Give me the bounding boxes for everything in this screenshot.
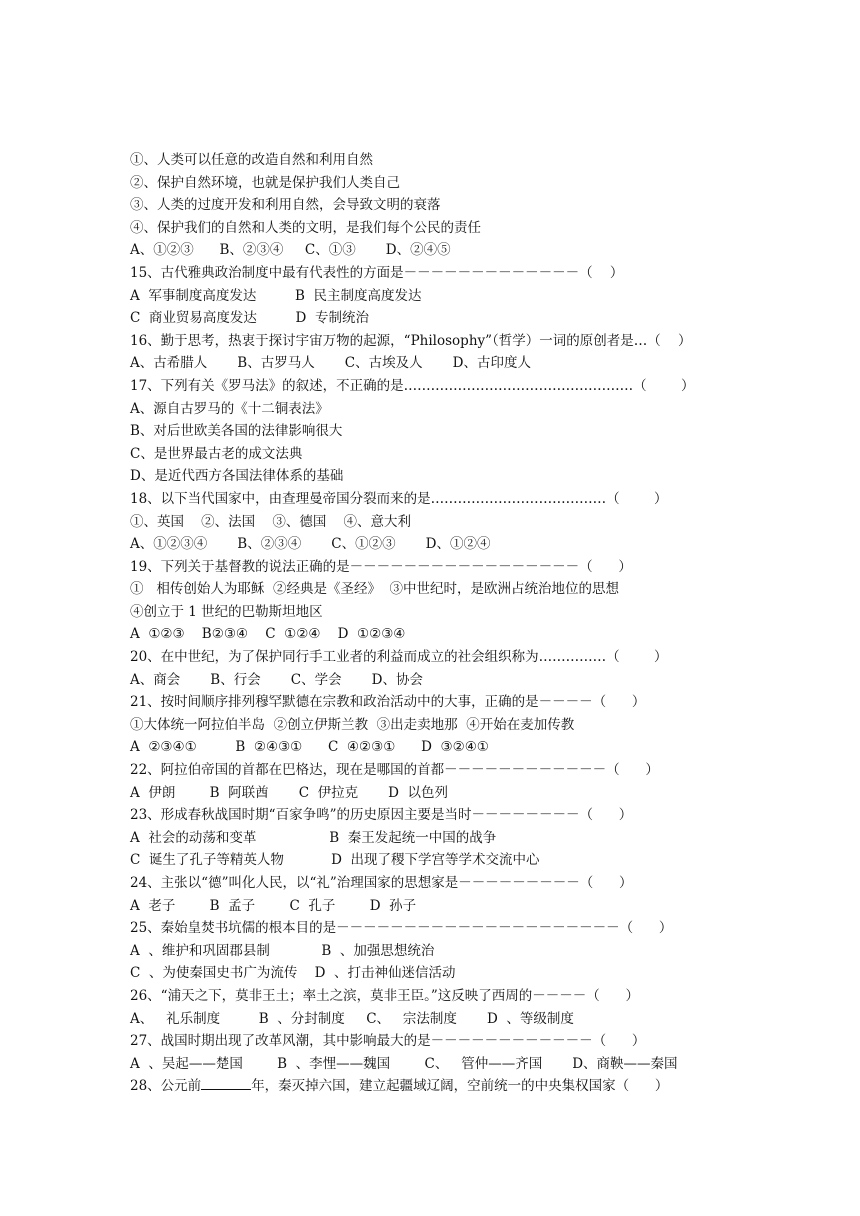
text-line: ②、保护自然环境，也就是保护我们人类自己 (130, 174, 400, 191)
text-line: 19、下列关于基督教的说法正确的是－－－－－－－－－－－－－－－－－（ ） (130, 558, 632, 575)
text-line: A 伊朗 B 阿联酋 C 伊拉克 D 以色列 (130, 784, 449, 801)
text-line: 26、“浦天之下，莫非王土；率土之滨，莫非王臣。”这反映了西周的－－－－（ ） (130, 987, 639, 1004)
text-line: B、对后世欧美各国的法律影响很大 (130, 423, 343, 440)
text-line: A、①②③ B、②③④ C、①③ D、②④⑤ (130, 242, 451, 259)
question-28-line (130, 1075, 740, 1098)
text-line: C 、为使秦国史书广为流传 D 、打击神仙迷信活动 (130, 965, 456, 982)
text-line: 27、战国时期出现了改革风潮，其中影响最大的是－－－－－－－－－－－－（ ） (130, 1033, 646, 1050)
text-line: C、是世界最古老的成文法典 (130, 445, 303, 462)
text-line: ①、英国 ②、法国 ③、德国 ④、意大利 (130, 513, 411, 530)
question-28-text-before: 28、公元前 (130, 1078, 202, 1095)
text-line: C 商业贸易高度发达 D 专制统治 (130, 310, 369, 327)
text-line: A 、维护和巩固郡县制 B 、加强思想统治 (130, 942, 435, 959)
text-line: 24、主张以“德”叫化人民，以“礼”治理国家的思想家是－－－－－－－－－（ ） (130, 875, 633, 891)
text-line: ①大体统一阿拉伯半岛 ②创立伊斯兰教 ③出走卖地那 ④开始在麦加传教 (130, 716, 575, 733)
text-line: 17、下列有关《罗马法》的叙述，不正确的是……………………………………………（ ） (130, 377, 695, 394)
text-line: A 社会的动荡和变革 B 秦王发起统一中国的战争 (130, 829, 497, 846)
text-line: A 、吴起——楚国 B 、李悝——魏国 C、 管仲——齐国 D、商鞅——秦国 (130, 1055, 678, 1072)
text-line: A 军事制度高度发达 B 民主制度高度发达 (130, 287, 422, 304)
text-line: 15、古代雅典政治制度中最有代表性的方面是－－－－－－－－－－－－－（ ） (130, 264, 624, 281)
text-line: A、 礼乐制度 B 、分封制度 C、 宗法制度 D 、等级制度 (130, 1010, 574, 1027)
question-28-text-after: 年，秦灭掉六国，建立起疆域辽阔，空前统一的中央集权国家（ ） (251, 1078, 669, 1095)
text-line: ④、保护我们的自然和人类的文明，是我们每个公民的责任 (130, 219, 481, 236)
answer-blank[interactable] (201, 1075, 251, 1090)
text-line: 23、形成春秋战国时期“百家争鸣”的历史原因主要是当时－－－－－－－－（ ） (130, 807, 633, 824)
text-line: D、是近代西方各国法律体系的基础 (130, 468, 344, 485)
text-line: A ②③④① B ②④③① C ④②③① D ③②④① (130, 739, 489, 756)
question-lines (130, 149, 740, 1075)
text-line: ① 相传创始人为耶稣 ②经典是《圣经》 ③中世纪时，是欧洲占统治地位的思想 (130, 581, 620, 598)
exam-page (130, 149, 740, 1098)
text-line: A、古希腊人 B、古罗马人 C、古埃及人 D、古印度人 (130, 355, 531, 372)
text-line: A 老子 B 孟子 C 孔子 D 孙子 (130, 897, 417, 914)
text-line: 16、勤于思考，热衷于探讨宇宙万物的起源，“Philosophy”（哲学）一词的原创者是…（ ） (130, 332, 692, 349)
text-line: A、源自古罗马的《十二铜表法》 (130, 400, 329, 417)
text-line: ①、人类可以任意的改造自然和利用自然 (130, 152, 373, 168)
text-line: A、商会 B、行会 C、学会 D、协会 (130, 671, 423, 688)
text-line: A ①②③ B②③④ C ①②④ D ①②③④ (130, 626, 406, 643)
text-line: 18、以下当代国家中，由查理曼帝国分裂而来的是…………………………………（ ） (130, 490, 668, 507)
text-line: C 诞生了孔子等精英人物 D 出现了稷下学宫等学术交流中心 (130, 852, 540, 869)
text-line: A、①②③④ B、②③④ C、①②③ D、①②④ (130, 536, 491, 553)
text-line: ③、人类的过度开发和利用自然，会导致文明的衰落 (130, 197, 441, 214)
text-line: 22、阿拉伯帝国的首都在巴格达，现在是哪国的首都－－－－－－－－－－－－（ ） (130, 762, 659, 779)
text-line: ④创立于 1 世纪的巴勒斯坦地区 (130, 603, 323, 620)
text-line: 20、在中世纪，为了保护同行手工业者的利益而成立的社会组织称为……………（ ） (130, 649, 668, 666)
text-line: 25、秦始皇焚书坑儒的根本目的是－－－－－－－－－－－－－－－－－－－－－（ ） (130, 920, 673, 937)
text-line: 21、按时间顺序排列穆罕默德在宗教和政治活动中的大事，正确的是－－－－（ ） (130, 694, 646, 711)
